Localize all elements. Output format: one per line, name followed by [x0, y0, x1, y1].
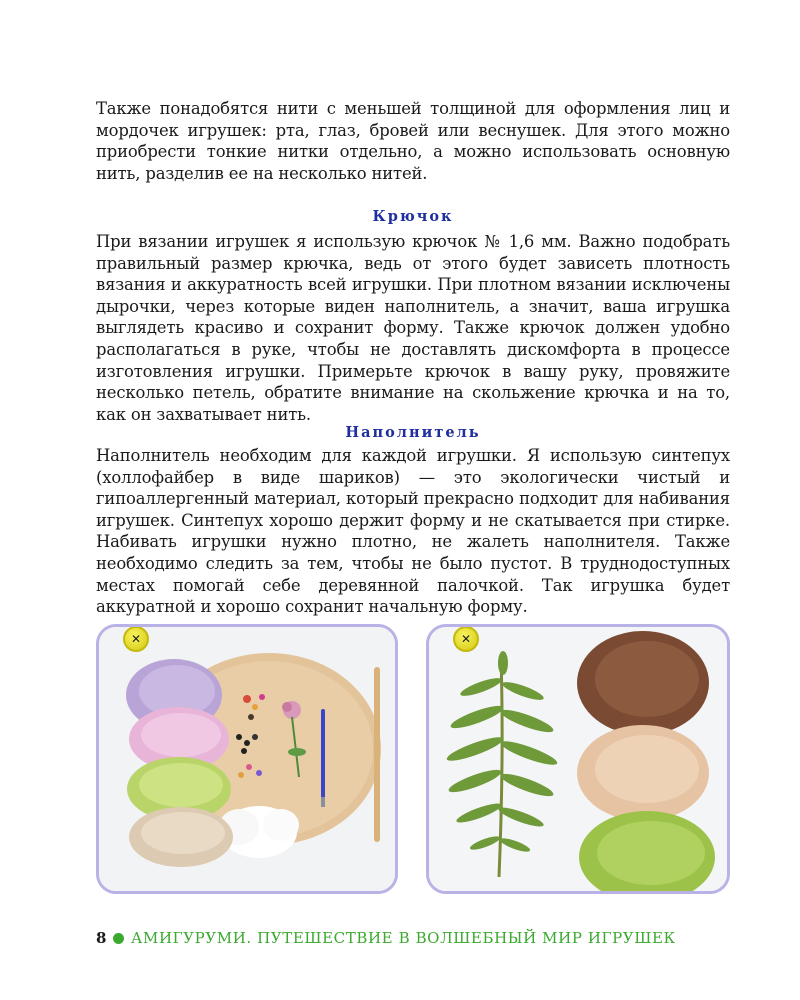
pin-icon: ✕ [123, 626, 149, 652]
bullet-dot-icon [113, 933, 124, 944]
photo-yarn-and-tools-image [99, 627, 395, 891]
hook-paragraph: При вязании игрушек я использую крючок № 1,6 мм. Важно подобрать правильный размер крючка, ведь от этого будет зависеть плотность вязания и аккуратность всей игрушки. При плотном вязании исключены дырочки, через которые виден наполнитель, а значит, ваша игрушка выглядеть красиво и сохранит форму. Также крючок должен удобно располагаться в руке, чтобы не доставлять дискомфорта в процессе изготовления игрушки. Примерьте крючок в вашу руку, провяжите несколько петель, обратите внимание на скольжение крючка и на то, как он захватывает нить. [96, 232, 730, 424]
heading-filler: Наполнитель [345, 424, 481, 441]
book-title: АМИГУРУМИ. ПУТЕШЕСТВИЕ В ВОЛШЕБНЫЙ МИР ИГРУШЕК [131, 929, 676, 947]
filler-paragraph: Наполнитель необходим для каждой игрушки. Я использую синтепух (холлофайбер в виде шариков) — это экологически чистый и гипоаллергенный материал, который прекрасно подходит для набивания игрушек. Синтепух хорошо держит форму и не скатывается при стирке. Набивать игрушки нужно плотно, не жалеть наполнителя. Также необходимо следить за тем, чтобы не было пустот. В труднодоступных местах помогай себе деревянной палочкой. Так игрушка будет аккуратной и хорошо сохранит начальную форму. [96, 446, 730, 617]
photo-fern-and-yarn [426, 624, 730, 894]
photo-fern-and-yarn-image [429, 627, 727, 891]
heading-hook: Крючок [372, 208, 454, 225]
photo-yarn-and-tools [96, 624, 398, 894]
page-number: 8 [96, 929, 108, 947]
page-footer [96, 929, 676, 947]
pin-icon: ✕ [453, 626, 479, 652]
intro-paragraph: Также понадобятся нити с меньшей толщиной для оформления лиц и мордочек игрушек: рта, глаз, бровей или веснушек. Для этого можно приобрести тонкие нитки отдельно, а можно использовать основную нить, разделив ее на несколько нитей. [96, 99, 730, 183]
